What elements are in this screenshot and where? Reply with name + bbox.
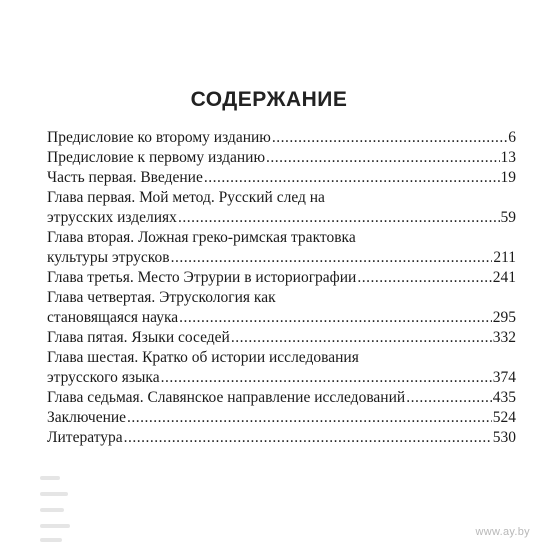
toc-page-number: 530	[492, 429, 516, 446]
toc-entry-line	[47, 188, 516, 208]
toc-entry-title: становящаяся наука	[47, 309, 179, 326]
toc-entry	[47, 408, 516, 428]
toc-page-number: 13	[500, 149, 516, 166]
dot-leader	[272, 128, 507, 148]
dot-leader	[406, 388, 492, 408]
toc-entry	[47, 168, 516, 188]
toc-entry-line-with-page	[47, 368, 516, 388]
toc-entry	[47, 328, 516, 348]
dot-leader	[171, 248, 493, 268]
toc-page-number: 332	[492, 329, 516, 346]
toc-entry	[47, 268, 516, 288]
toc-entry-title: этрусского языка	[47, 369, 160, 386]
toc-entry	[47, 128, 516, 148]
dot-leader	[179, 308, 492, 328]
toc-entry-line	[47, 288, 516, 308]
toc-page-number: 241	[492, 269, 516, 286]
dot-leader	[357, 268, 491, 288]
toc-entry-line-with-page	[47, 408, 516, 428]
dot-leader	[127, 408, 492, 428]
toc-entry	[47, 348, 516, 388]
toc-entry-line-with-page	[47, 328, 516, 348]
toc-entry-line-with-page	[47, 148, 516, 168]
toc-entry-title: Заключение	[47, 409, 127, 426]
toc-entry-title: Глава пятая. Языки соседей	[47, 329, 230, 346]
toc-page-number: 374	[492, 369, 516, 386]
toc-entry-line-with-page	[47, 248, 516, 268]
toc-page-number: 59	[500, 209, 516, 226]
toc-entry-line-with-page	[47, 128, 516, 148]
dot-leader	[266, 148, 499, 168]
toc-entry	[47, 428, 516, 448]
toc-page-number: 19	[500, 169, 516, 186]
toc-entry-line-with-page	[47, 208, 516, 228]
dot-leader	[231, 328, 492, 348]
toc-page-number: 524	[492, 409, 516, 426]
toc-entry	[47, 288, 516, 328]
toc-entry-title: Глава седьмая. Славянское направление исследований	[47, 389, 406, 406]
dot-leader	[161, 368, 492, 388]
toc-entry-line-with-page	[47, 388, 516, 408]
toc-entry-line	[47, 228, 516, 248]
dot-leader	[178, 208, 500, 228]
toc-entry-title: Глава третья. Место Этрурии в историографии	[47, 269, 357, 286]
toc-entry	[47, 148, 516, 168]
toc-entry-line-with-page	[47, 308, 516, 328]
dot-leader	[204, 168, 500, 188]
toc-entry-title: Глава вторая. Ложная греко-римская трактовка	[47, 229, 356, 246]
toc-page-number: 295	[492, 309, 516, 326]
toc-entry-title: Предисловие ко второму изданию	[47, 129, 271, 146]
toc-page-number: 6	[508, 129, 516, 146]
toc-entry-title: этрусских изделиях	[47, 209, 177, 226]
toc-entry-title: культуры этрусков	[47, 249, 170, 266]
toc-entry	[47, 188, 516, 228]
toc-entry-line-with-page	[47, 168, 516, 188]
toc-entry	[47, 228, 516, 268]
dot-leader	[124, 428, 492, 448]
toc-entry-line	[47, 348, 516, 368]
toc-entry-title: Предисловие к первому изданию	[47, 149, 266, 166]
watermark: www.ay.by	[475, 526, 530, 538]
bleed-through-text	[40, 470, 400, 544]
toc-entry-title: Глава шестая. Кратко об истории исследования	[47, 349, 359, 366]
toc-entry	[47, 388, 516, 408]
page-title: СОДЕРЖАНИЕ	[190, 88, 348, 111]
toc-entry-line-with-page	[47, 268, 516, 288]
toc-entry-title: Часть первая. Введение	[47, 169, 203, 186]
toc-entry-title: Литература	[47, 429, 123, 446]
toc-entry-line-with-page	[47, 428, 516, 448]
table-of-contents	[47, 128, 516, 448]
toc-entry-title: Глава первая. Мой метод. Русский след на	[47, 189, 325, 206]
toc-page-number: 435	[492, 389, 516, 406]
toc-page-number: 211	[493, 249, 516, 266]
toc-entry-title: Глава четвертая. Этрускология как	[47, 289, 276, 306]
